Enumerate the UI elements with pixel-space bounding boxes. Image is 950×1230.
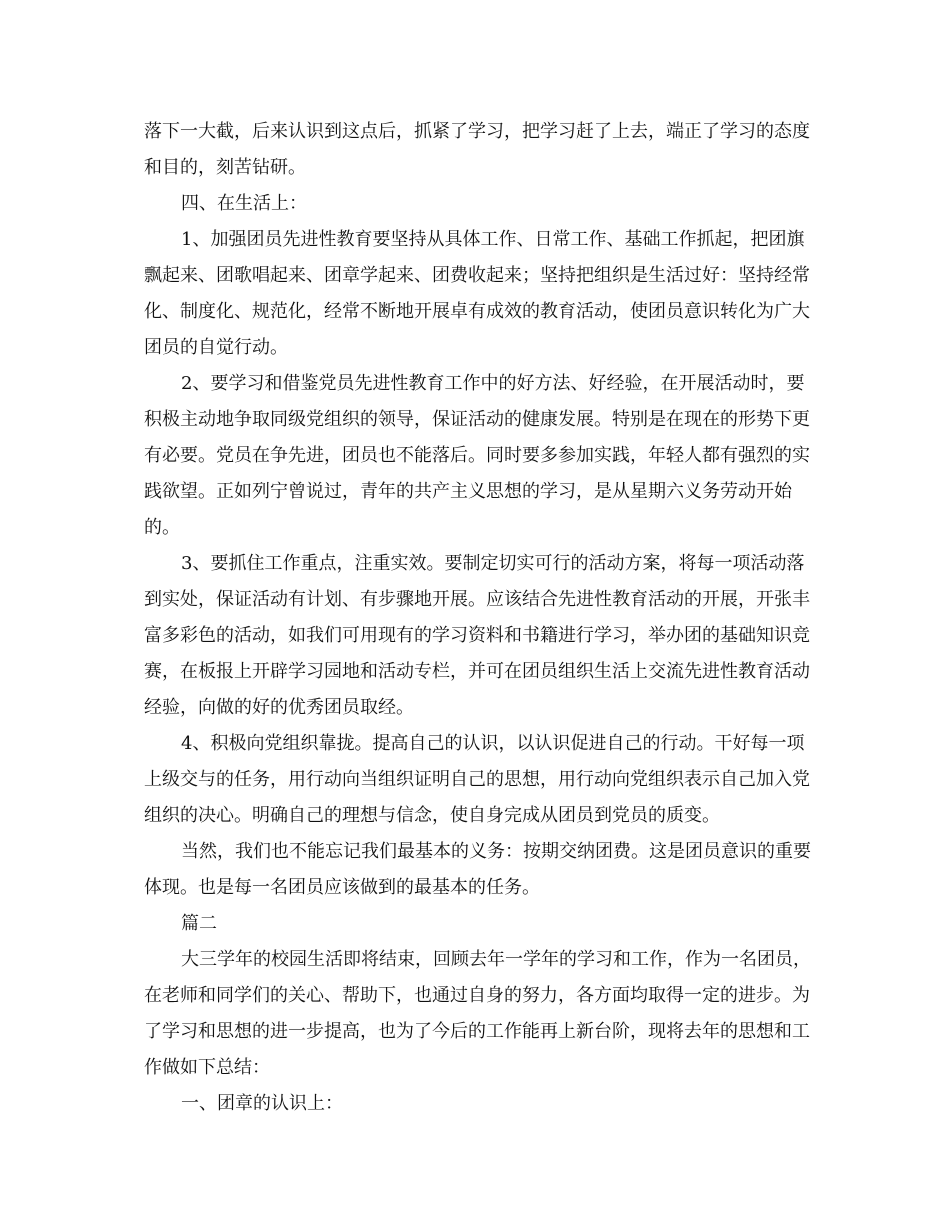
paragraph-item-3: 3、要抓住工作重点，注重实效。要制定切实可行的活动方案，将每一项活动落到实处，保证活动有计划、有步骤地开展。应该结合先进性教育活动的开展，开张丰富多彩色的活动，如我们可用现有的学习资料和书籍进行学习，举办团的基础知识竞赛，在板报上开辟学习园地和活动专栏，并可在团员组织生活上交流先进性教育活动经验，向做的好的优秀团员取经。 [144,553,810,718]
paragraph-intro: 大三学年的校园生活即将结束，回顾去年一学年的学习和工作，作为一名团员，在老师和同学们的关心、帮助下，也通过自身的努力，各方面均取得一定的进步。为了学习和思想的进一步提高，也为了今后的工作能再上新台阶，现将去年的思想和工作做如下总结： [144,949,811,1078]
paragraph-item-2: 2、要学习和借鉴党员先进性教育工作中的好方法、好经验，在开展活动时，要积极主动地争取同级党组织的领导，保证活动的健康发展。特别是在现在的形势下更有必要。党员在争先进，团员也不能落后。同时要多参加实践，年轻人都有强烈的实践欲望。正如列宁曾说过，青年的共产主义思想的学习，是从星期六义务劳动开始的。 [144,373,810,538]
paragraph-item-1: 1、加强团员先进性教育要坚持从具体工作、日常工作、基础工作抓起，把团旗飘起来、团歌唱起来、团章学起来、团费收起来；坚持把组织是生活过好：坚持经常化、制度化、规范化，经常不断地开展卓有成效的教育活动，使团员意识转化为广大团员的自觉行动。 [144,229,810,358]
paragraph-conclusion: 当然，我们也不能忘记我们最基本的义务：按期交纳团费。这是团员意识的重要体现。也是每一名团员应该做到的最基本的任务。 [144,841,811,898]
paragraph-continuation: 落下一大截，后来认识到这点后，抓紧了学习，把学习赶了上去，端正了学习的态度和目的，刻苦钻研。 [144,121,810,178]
section-heading-life: 四、在生活上： [181,193,307,214]
section-heading-charter: 一、团章的认识上： [181,1093,343,1114]
paragraph-item-4: 4、积极向党组织靠拢。提高自己的认识，以认识促进自己的行动。干好每一项上级交与的任务，用行动向当组织证明自己的思想，用行动向党组织表示自己加入党组织的决心。明确自己的理想与信念，使自身完成从团员到党员的质变。 [144,733,810,826]
document-body [144,114,814,1122]
section-title-part-two: 篇二 [181,913,217,934]
